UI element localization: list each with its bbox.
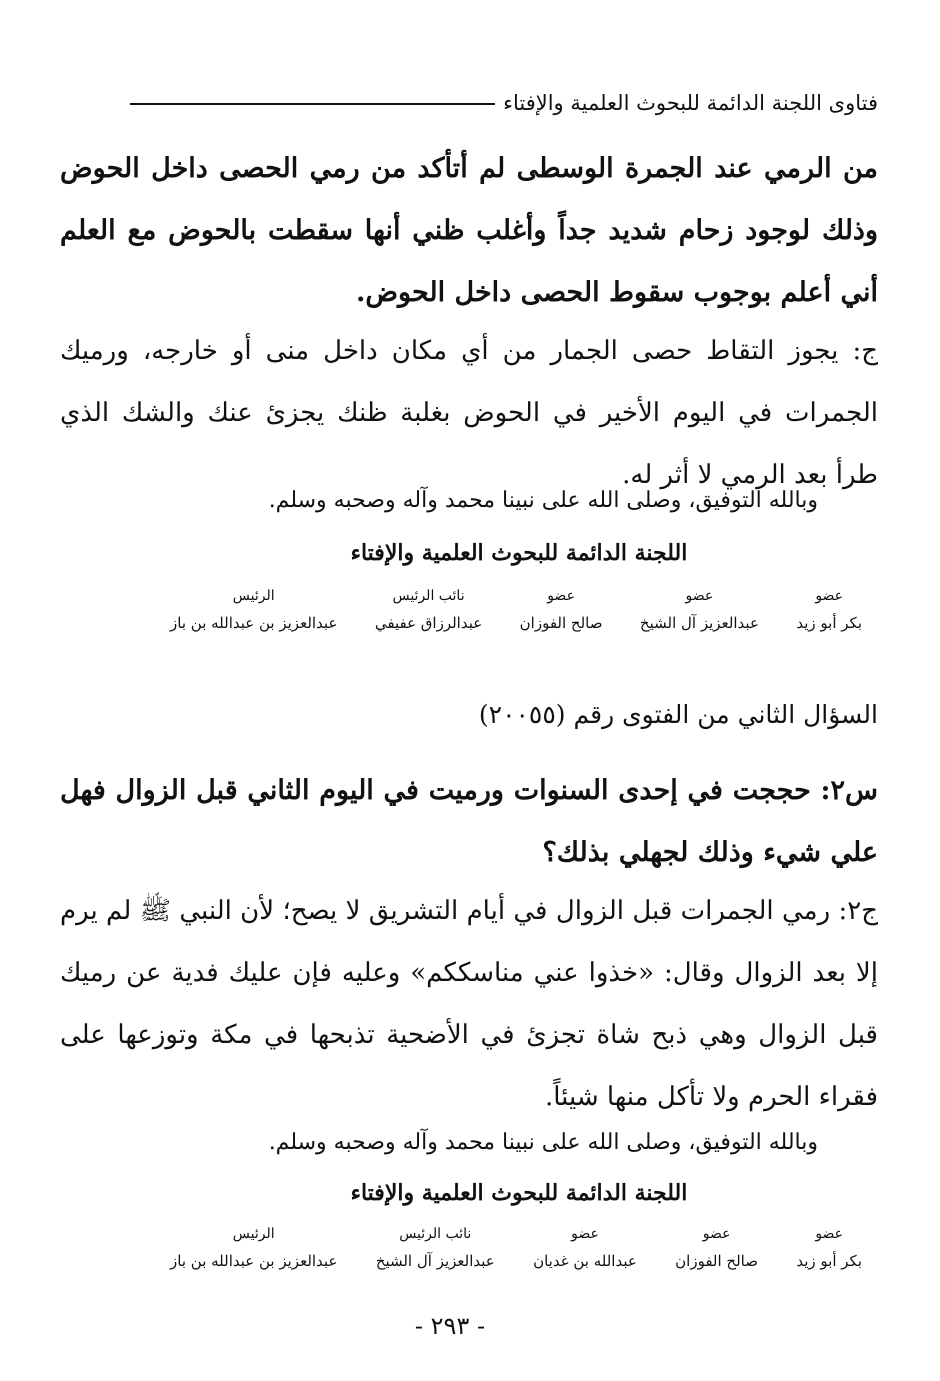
- signatory-role: عضو: [815, 588, 844, 604]
- signatory-role: عضو: [702, 1226, 731, 1242]
- signatory: [520, 588, 603, 632]
- signatory: [376, 1226, 495, 1270]
- fatwa1-answer: ج: يجوز التقاط حصى الجمار من أي مكان داخل منى أو خارجه، ورميك الجمرات في اليوم الأخير في الحوض بغلبة ظنك يجزئ عنك والشك الذي طرأ بعد الرمي لا أثر له.: [60, 336, 878, 490]
- page-number: - ٢٩٣ -: [414, 1312, 486, 1340]
- signatory-name: عبدالعزيز بن عبدالله بن باز: [170, 1252, 338, 1270]
- signatory-role: عضو: [571, 1226, 599, 1242]
- fatwa2-question: س٢: حججت في إحدى السنوات ورميت في اليوم الثاني قبل الزوال فهل علي شيء وذلك لجهلي بذلك؟: [60, 775, 878, 868]
- signatory-role: الرئيس: [232, 588, 275, 604]
- signatory-name: بكر أبو زيد: [796, 614, 862, 632]
- fatwa1-signatories: [170, 588, 862, 632]
- header-rule: [130, 103, 495, 105]
- signatory-role: الرئيس: [232, 1226, 275, 1242]
- fatwa2-closing: وبالله التوفيق، وصلى الله على نبينا محمد وآله وصحبه وسلم.: [268, 1130, 818, 1155]
- fatwa1-committee-title: اللجنة الدائمة للبحوث العلمية والإفتاء: [350, 540, 688, 566]
- signatory-role: عضو: [547, 588, 575, 604]
- fatwa2-label: السؤال الثاني من الفتوى رقم (٢٠٠٥٥): [478, 700, 878, 729]
- signatory: [375, 588, 482, 632]
- signatory-name: عبدالرزاق عفيفي: [374, 614, 483, 632]
- signatory-role: عضو: [815, 1226, 844, 1242]
- signatory-name: عبدالعزيز بن عبدالله بن باز: [170, 614, 338, 632]
- fatwa1-closing: وبالله التوفيق، وصلى الله على نبينا محمد وآله وصحبه وسلم.: [268, 488, 818, 513]
- signatory: [796, 1226, 862, 1270]
- header-title: فتاوى اللجنة الدائمة للبحوث العلمية والإفتاء: [503, 91, 878, 115]
- signatory-role: نائب الرئيس: [399, 1226, 472, 1242]
- signatory: [170, 588, 337, 632]
- signatory: [170, 1226, 337, 1270]
- fatwa2-committee-title: اللجنة الدائمة للبحوث العلمية والإفتاء: [350, 1180, 688, 1206]
- signatory-name: صالح الفوزان: [675, 1252, 758, 1270]
- signatory-name: عبدالعزيز آل الشيخ: [375, 1252, 495, 1270]
- signatory: [796, 588, 862, 632]
- signatory-name: بكر أبو زيد: [796, 1252, 862, 1270]
- signatory: [640, 588, 759, 632]
- signatory-role: عضو: [685, 588, 714, 604]
- fatwa2-signatories: [170, 1226, 862, 1270]
- signatory: [675, 1226, 758, 1270]
- fatwa1-question: من الرمي عند الجمرة الوسطى لم أتأكد من رمي الحصى داخل الحوض وذلك لوجود زحام شديد جداً وأغلب ظني أنها سقطت بالحوض مع العلم أني أعلم بوجوب سقوط الحصى داخل الحوض.: [60, 153, 878, 308]
- signatory-role: نائب الرئيس: [392, 588, 465, 604]
- signatory-name: عبدالعزيز آل الشيخ: [639, 614, 759, 632]
- signatory-name: صالح الفوزان: [519, 614, 603, 632]
- signatory: [533, 1226, 637, 1270]
- signatory-name: عبدالله بن غديان: [533, 1252, 637, 1270]
- running-header: [130, 86, 878, 120]
- fatwa2-answer: ج٢: رمي الجمرات قبل الزوال في أيام التشريق لا يصح؛ لأن النبي ﷺ لم يرم إلا بعد الزوال وقال: «خذوا عني مناسككم» وعليه فإن عليك فدية عن رميك قبل الزوال وهي ذبح شاة تجزئ في الأضحية تذبحها في مكة وتوزعها على فقراء الحرم ولا تأكل منها شيئاً.: [60, 896, 878, 1112]
